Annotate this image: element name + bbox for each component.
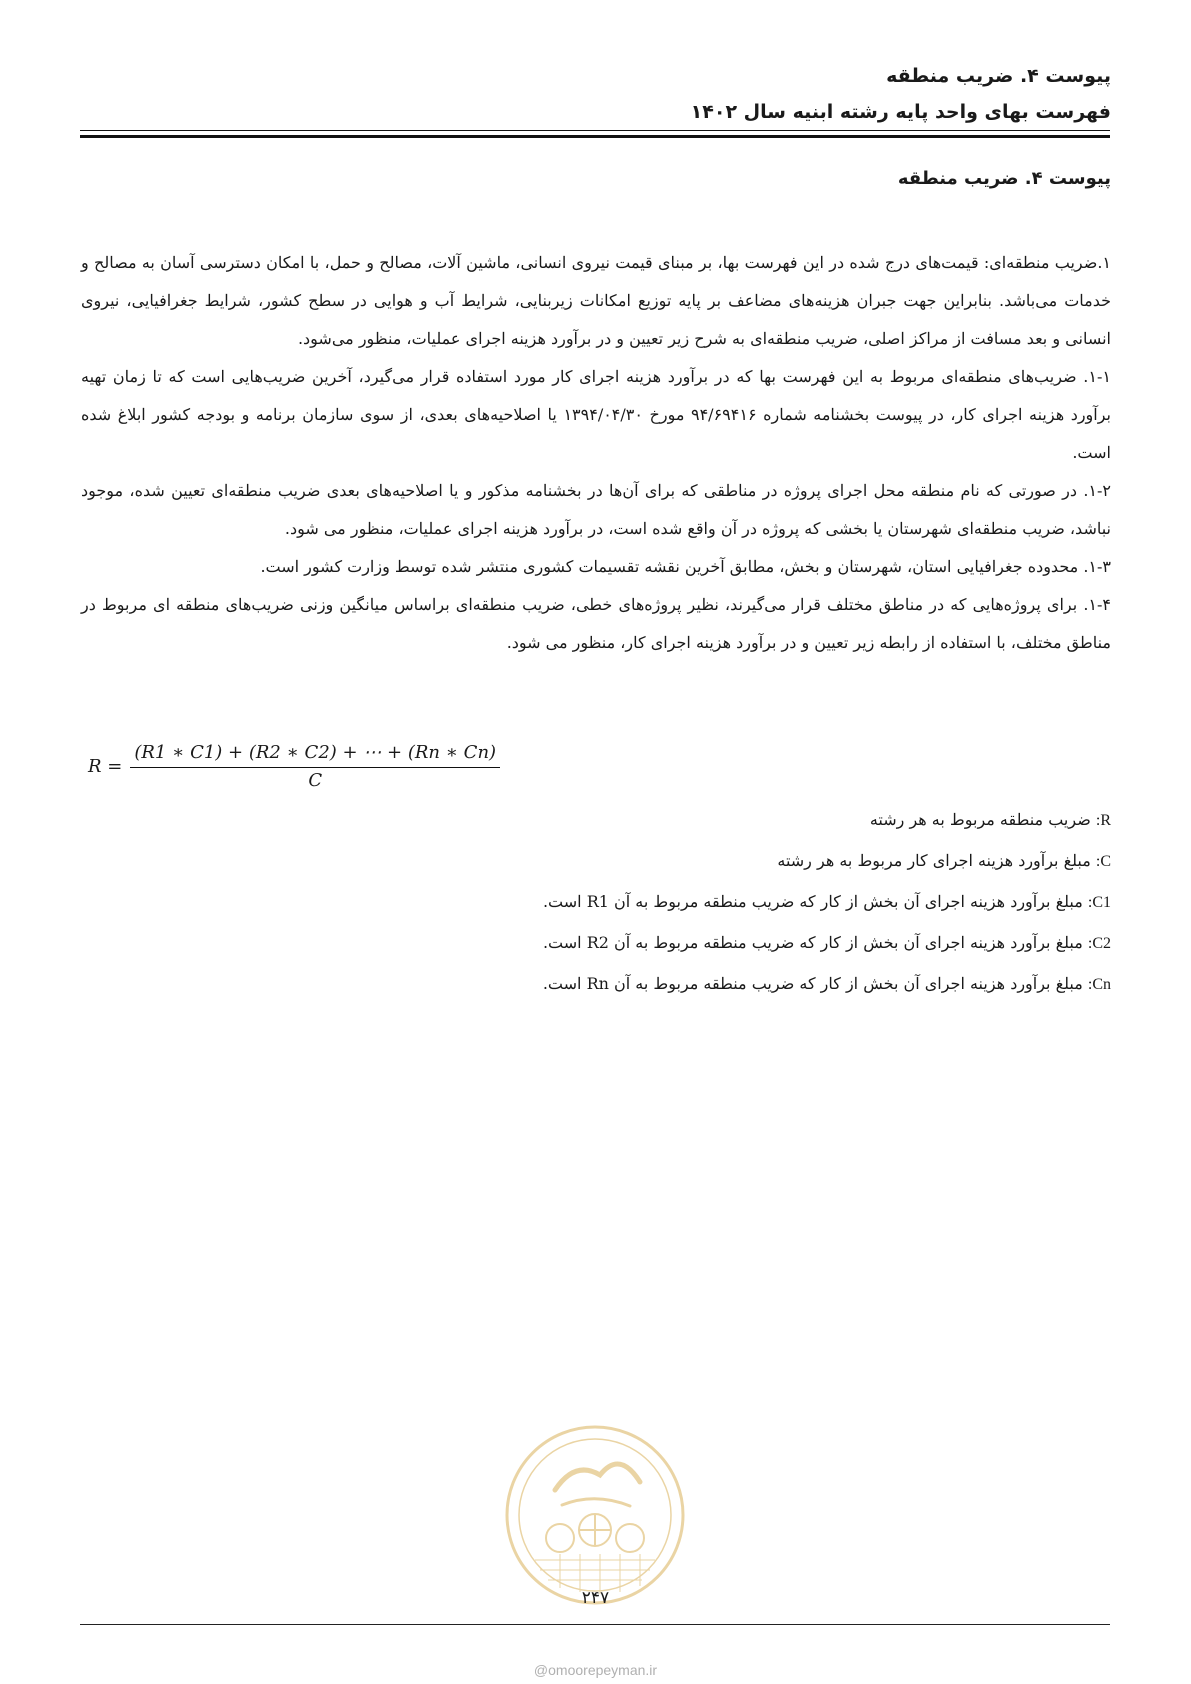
- header-divider-thick: [80, 135, 1110, 138]
- formula-denominator: C: [308, 770, 323, 791]
- formula-fraction: [130, 742, 500, 791]
- definition-item: [81, 800, 1111, 841]
- paragraph-1: ۱.ضریب منطقه‌ای: قیمت‌های درج شده در این فهرست بها، بر مبنای قیمت نیروی انسانی، ماشین آلات، مصالح و حمل، با امکان دسترسی آسان به مصالح و خدمات می‌باشد. بنابراین جهت جبران هزینه‌های مضاعف بر پایه توزیع امکانات زیربنایی، شرایط آب و هوایی در سطح کشور، شرایط جغرافیایی، نیروی انسانی و بعد مسافت از مراکز اصلی، ضریب منطقه‌ای به شرح زیر تعیین و در برآورد هزینه اجرای عملیات، منظور می‌شود.: [81, 253, 1111, 348]
- definition-text: ضریب منطقه مربوط به هر رشته: [869, 810, 1096, 829]
- definition-item: [81, 923, 1111, 964]
- definition-text: مبلغ برآورد هزینه اجرای آن بخش از کار که ضریب منطقه مربوط به آن R1 است.: [542, 892, 1088, 911]
- footer-divider: [80, 1624, 1110, 1625]
- paragraph-1-3: ۱-۳. محدوده جغرافیایی استان، شهرستان و بخش، مطابق آخرین نقشه تقسیمات کشوری منتشر شده توسط وزارت کشور است.: [260, 557, 1111, 576]
- definition-text: مبلغ برآورد هزینه اجرای کار مربوط به هر رشته: [777, 851, 1096, 870]
- definition-item: [81, 882, 1111, 923]
- watermark-seal-icon: [500, 1420, 690, 1610]
- page-number: ۲۴۷: [581, 1588, 610, 1608]
- paragraph-1-2: ۱-۲. در صورتی که نام منطقه محل اجرای پروژه در مناطقی که برای آن‌ها در بخشنامه مذکور و یا اصلاحیه‌های بعدی ضریب منطقه‌ای تعیین شده، موجود نباشد، ضریب منطقه‌ای شهرستان یا بخشی که پروژه در آن واقع شده است، در برآورد هزینه اجرای عملیات، منظور می شود.: [81, 481, 1111, 538]
- definition-item: [81, 841, 1111, 882]
- definition-symbol: Cn:: [1087, 976, 1111, 993]
- body-text: [81, 244, 1111, 662]
- page-header: [81, 58, 1111, 130]
- formula-numerator: (R1 ∗ C1) + (R2 ∗ C2) + ⋯ + (Rn ∗ Cn): [130, 742, 500, 768]
- header-subtitle: فهرست بهای واحد پایه رشته ابنیه سال ۱۴۰۲: [690, 101, 1111, 123]
- paragraph-1-1: ۱-۱. ضریب‌های منطقه‌ای مربوط به این فهرست بها که در برآورد هزینه اجرای کار مورد استفاده قرار می‌گیرد، آخرین ضریب‌هایی است که تا زمان تهیه برآورد هزینه اجرای کار، در پیوست بخشنامه شماره ۹۴/۶۹۴۱۶ مورخ ۱۳۹۴/۰۴/۳۰ یا اصلاحیه‌های بعدی، از سوی سازمان برنامه و بودجه کشور ابلاغ شده است.: [81, 367, 1112, 462]
- formula-definitions: [81, 800, 1111, 1005]
- definition-symbol: C2:: [1087, 935, 1111, 952]
- header-title: پیوست ۴. ضریب منطقه: [886, 65, 1111, 87]
- definition-item: [81, 964, 1111, 1005]
- definition-symbol: R:: [1095, 812, 1111, 829]
- formula-lhs: R =: [88, 756, 123, 777]
- site-watermark-text: @omoorepeyman.ir: [533, 1662, 658, 1678]
- definition-symbol: C1:: [1087, 894, 1111, 911]
- definition-text: مبلغ برآورد هزینه اجرای آن بخش از کار که ضریب منطقه مربوط به آن R2 است.: [542, 933, 1088, 952]
- paragraph-1-4: ۱-۴. برای پروژه‌هایی که در مناطق مختلف قرار می‌گیرند، نظیر پروژه‌های خطی، ضریب منطقه‌ای براساس میانگین وزنی ضریب‌های منطقه ای مربوط در مناطق مختلف، با استفاده از رابطه زیر تعیین و در برآورد هزینه اجرای کار، منظور می شود.: [81, 595, 1111, 652]
- header-divider-thin: [80, 130, 1110, 131]
- definition-text: مبلغ برآورد هزینه اجرای آن بخش از کار که ضریب منطقه مربوط به آن Rn است.: [542, 974, 1088, 993]
- weighted-average-formula: [88, 742, 500, 791]
- definition-symbol: C:: [1095, 853, 1111, 870]
- section-title: پیوست ۴. ضریب منطقه: [897, 168, 1111, 189]
